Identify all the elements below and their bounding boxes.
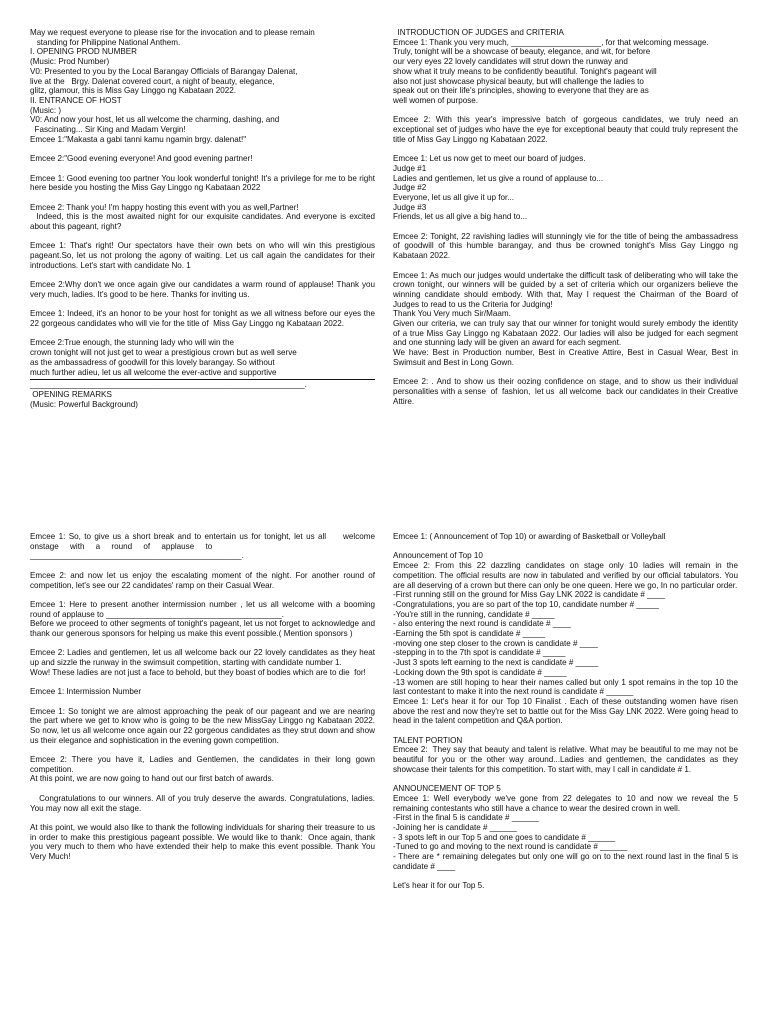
paragraph: Emcee 2:True enough, the stunning lady who will win the crown tonight will not just get to wear a prestigious crown but as well serve as the ambassadress of goodwill for this lovely barangay. So without much further adieu, let us all welcome the ever-active and supportive bbox=[30, 338, 297, 377]
opening-remarks-block: _____________________________________________________________. OPENING REMARKS (Music: Powerful Background) bbox=[30, 380, 307, 409]
paragraph: TALENT PORTION Emcee 2: They say that beauty and talent is relative. What may be beautiful to me may not be beautiful for you or the other way around...Ladies and gentlemen, the candidates as they showcase their talents for this competition. To start with, may I call in candidate # 1. bbox=[393, 735, 738, 774]
paragraph: Emcee 1: Good evening too partner You look wonderful tonight! It's a privilege for me to be right here beside you hosting the Miss Gay Linggo ng Kabataan 2022 bbox=[30, 173, 378, 193]
paragraph: May we request everyone to please rise for the invocation and to please remain standing for Philippine National Anthem. I. OPENING PROD NUMBER (Music: Prod Number) V0: Presented to you by the Local Barangay Officials of Barangay Dalenat, live at the Brgy. Dalenat covered court, a night of beauty, elegance, glitz, glamour, this is Miss Gay Linggo ng Kabataan 2022. II. ENTRANCE OF HOST (Music: ) V0: And now your host, let us all welcome the charming, dashing, and Fascinating... Sir King and Madam Vergin! Emcee 1:"Makasta a gabi tanni kamu ngamin brgy. dalenat!" bbox=[30, 28, 315, 144]
paragraph: Congratulations to our winners. All of you truly deserve the awards. Congratulations, ladies. You may now all exit the stage. bbox=[30, 793, 378, 813]
paragraph: Emcee 2: . And to show us their oozing confidence on stage, and to show us their individual personalities with a sense of fashion, let us all welcome back our candidates in their Creative Attire. bbox=[393, 377, 741, 406]
paragraph: Let's hear it for our Top 5. bbox=[393, 881, 485, 891]
paragraph: Emcee 1: Indeed, it's an honor to be your host for tonight as we all witness before our eyes the 22 gorgeous candidates who will vie for the title of Miss Gay Linggo ng Kabataan 2022. bbox=[30, 309, 378, 328]
paragraph: Emcee 2: With this year's impressive batch of gorgeous candidates, we truly need an exceptional set of judges who have the eye for exceptional beauty that could truly represent the title of Miss Gay Linggo ng Kabataan 2022. bbox=[393, 115, 741, 144]
paragraph: Emcee 2:"Good evening everyone! And good evening partner! bbox=[30, 154, 253, 164]
paragraph: Emcee 1: So tonight we are almost approaching the peak of our pageant and we are nearing the part where we get to know who is going to be the new MissGay Linggo ng Kabataan 2022. So now, let us all welcome once again our 22 gorgeous candidates as they strut down and show us their elegance and sophistication in the evening gown competition. bbox=[30, 706, 378, 745]
quadrant-top-right bbox=[393, 28, 741, 416]
paragraph: At this point, we would also like to thank the following individuals for sharing their treasure to us in order to make this prestigious pageant possible. We would like to thank: Once again, thank you very much to them who have extended their help to make this event possible. Thank You Very Much! bbox=[30, 822, 378, 862]
quadrant-bottom-left bbox=[30, 532, 378, 871]
quadrant-bottom-right bbox=[393, 532, 738, 901]
paragraph: Emcee 2: Tonight, 22 ravishing ladies will stunningly vie for the title of being the ambassadress of goodwill of this humble barangay, and thus be crowned tonight's Miss Gay Linggo ng Kabataan 2022. bbox=[393, 231, 741, 261]
paragraph: Emcee 1: Here to present another intermission number , let us all welcome with a booming round of applause to _______________________________________. Before we proceed to other segments of tonight's pageant, let us not forget to acknowledge and thank our generous sponsors for helping us make this event possible.( Mention sponsors ) bbox=[30, 599, 375, 638]
paragraph: Emcee 1: So, to give us a short break and to entertain us for tonight, let us all welcome onstage with a round of applause to _______________________________________________. bbox=[30, 532, 375, 561]
paragraph: ANNOUNCEMENT OF TOP 5 Emcee 1: Well everybody we've gone from 22 delegates to 10 and now we reveal the 5 remaining contestants who still have a chance to wear the desired crown in well. -First in the final 5 is candidate # ______ -Joining her is candidate # ______ - 3 spots left in our Top 5 and one goes to candidate # ______ -Tuned to go and moving to the next round is candidate # ______ - There are * remaining delegates but only one will go on to the next round last in the final 5 is candidate # ____ bbox=[393, 784, 738, 871]
paragraph: Emcee 1: Intermission Number bbox=[30, 687, 142, 697]
paragraph: Emcee 1: As much our judges would undertake the difficult task of deliberating who will take the crown tonight, our winners will be guided by a set of criteria which our organizers believe the winning candidate should embody. With that, May I request the Chairman of the Board of Judges to read to us the Criteria for Judging! Thank You Very much Sir/Maam. Given our criteria, we can truly say that our winner for tonight would surely embody the identity of a true Miss Gay Linggo ng Kabataan 2022. Our ladies will also be judged for each segment and one stunning lady will be given an award for each segment. We have: Best in Production number, Best in Creative Attire, Best in Casual Wear, Best in Swimsuit and Best in Long Gown. bbox=[393, 270, 738, 367]
paragraph: Emcee 2: Thank you! I'm happy hosting this event with you as well,Partner! Indeed, this is the most awaited night for our exquisite candidates. And everyone is excited about this pageant, right? bbox=[30, 202, 376, 232]
paragraph: Emcee 2: and now let us enjoy the escalating moment of the night. For another round of competition, let's see our 22 candidates' ramp on their Casual Wear. bbox=[30, 570, 378, 590]
paragraph: Emcee 2: Ladies and gentlemen, let us all welcome back our 22 lovely candidates as they heat up and sizzle the runway in the swimsuit competition, starting with candidate number 1. Wow! These ladies are not just a face to behold, but they boast of bodies which are to die for! bbox=[30, 648, 375, 677]
paragraph: Emcee 2: There you have it, Ladies and Gentlemen, the candidates in their long gown competition. At this point, we are now going to hand out our first batch of awards. bbox=[30, 755, 375, 784]
paragraph: INTRODUCTION OF JUDGES and CRITERIA Emcee 1: Thank you very much, ____________________, for that welcoming message. Truly, tonight will be a showcase of beauty, elegance, and wit, for before our very eyes 22 lovely candidates will strut down the runway and show what it truly means to be confidently beautiful. Tonight's pageant will also not just showcase physical beauty, but will challenge the ladies to speak out on their life's principles, showing to everyone that they are as well women of purpose. bbox=[393, 28, 709, 105]
paragraph: Emcee 2:Why don't we once again give our candidates a warm round of applause! Thank you very much, ladies. It's good to be here. Thanks for inviting us. bbox=[30, 280, 378, 299]
paragraph: Announcement of Top 10 Emcee 2: From this 22 dazzling candidates on stage only 10 ladies will remain in the competition. The official results are now in tabulated and verified by our official tabulators. You are all deserving of a crown but there can only be one queen. Here we go, In no particular order. -First running still on the ground for Miss Gay LNK 2022 is candidate # ____ -Congratulations, you are so part of the top 10, candidate number # _____ -You're still in the running, candidate # _____ - also entering the next round is candidate # ____ -Earning the 5th spot is candidate # _____ -moving one step closer to the crown is candidate # ____ -stepping in to the 7th spot is candidate # _____ -Just 3 spots left earning to the next is candidate # _____ -Locking down the 9th spot is candidate # _____ -13 women are still hoping to hear their names called but only 1 spot remains in the top 10 the last contestant to make it into the next round is candidate # ______ Emcee 1: Let's hear it for our Top 10 Finalist . Each of these outstanding women have risen above the rest and now they're set to battle out for the Miss Gay LNK 2022. Were going head to head in the talent competition and Q&A portion. bbox=[393, 551, 738, 726]
quadrant-top-left bbox=[30, 28, 378, 419]
paragraph: Emcee 1: ( Announcement of Top 10) or awarding of Basketball or Volleyball bbox=[393, 532, 666, 541]
paragraph: Emcee 1: That's right! Our spectators have their own bets on who will win this prestigious pageant.So, let us not prolong the agony of waiting. Let us call again the candidates for their introductions. Let's start with candidate No. 1 bbox=[30, 241, 378, 270]
paragraph: Emcee 1: Let us now get to meet our board of judges. Judge #1 Ladies and gentlemen, let us give a round of applause to... Judge #2 Everyone, let us all give it up for... Judge #3 Friends, let us all give a big hand to... bbox=[393, 154, 604, 222]
